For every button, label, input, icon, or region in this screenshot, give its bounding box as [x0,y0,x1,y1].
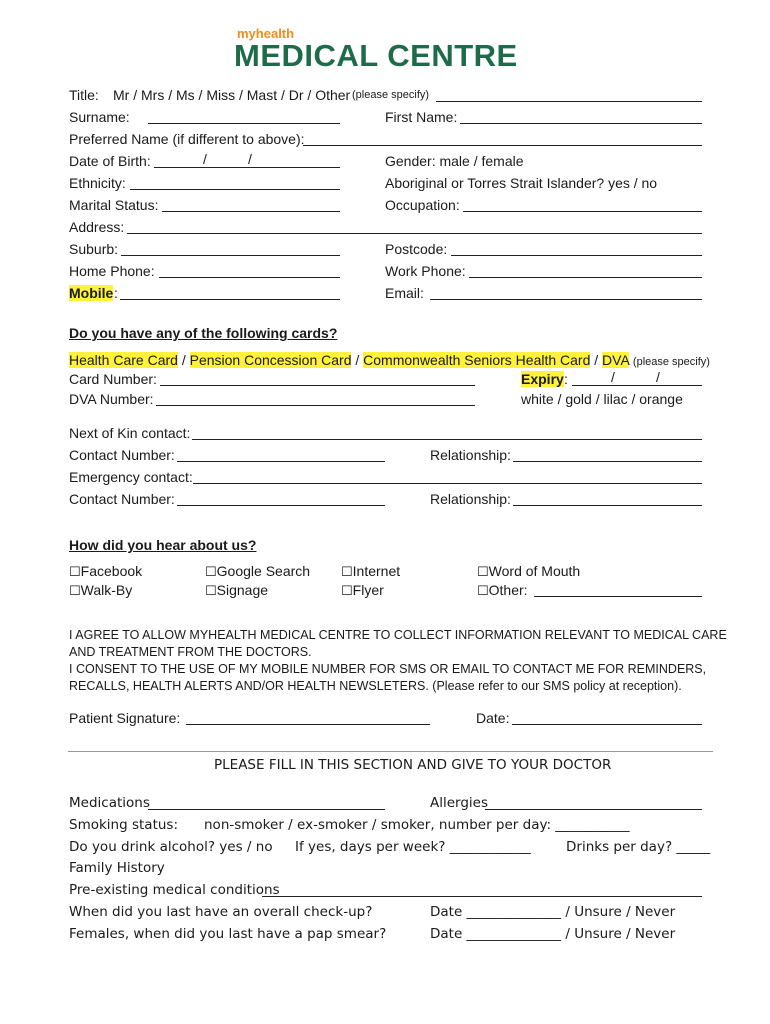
alcohol-days[interactable]: If yes, days per week? ____________ [295,839,531,855]
checkup-date[interactable]: Date ______________ / Unsure / Never [430,904,676,920]
card-number-label: Card Number: [69,371,157,387]
option-signage[interactable] [205,582,268,599]
emergency-relationship-field[interactable] [513,505,702,506]
work-phone-field[interactable] [469,277,702,278]
expiry-field[interactable] [572,385,702,386]
allergies-label: Allergies [430,795,489,811]
medications-label: Medications [69,795,150,811]
dva-number-field[interactable] [156,405,475,406]
checkbox-icon[interactable]: ☐ [69,565,81,580]
kin-relationship-field[interactable] [513,461,702,462]
postcode-label: Postcode: [385,241,448,257]
option-google-search[interactable] [205,563,310,580]
option-other[interactable] [477,582,528,599]
seniors-card[interactable]: Commonwealth Seniors Health Card [363,352,591,368]
preexisting-field[interactable] [262,896,702,897]
card-separator: / [181,352,186,368]
preferred-name-field[interactable] [303,145,702,146]
marital-label: Marital Status: [69,197,159,213]
allergies-field[interactable] [485,809,702,810]
medications-field[interactable] [148,809,385,810]
signature-date-field[interactable] [512,724,702,725]
expiry-label: Expiry [521,371,564,387]
kin-contact-number-field[interactable] [177,461,385,462]
dob-field[interactable] [154,167,340,168]
dob-separator: / [203,151,207,167]
pap-date[interactable]: Date ______________ / Unsure / Never [430,926,676,942]
home-phone-label: Home Phone: [69,263,155,279]
option-word-of-mouth[interactable] [477,563,580,580]
dva-card[interactable]: DVA [602,352,630,368]
title-label: Title: [69,87,99,103]
occupation-field[interactable] [463,211,702,212]
marital-field[interactable] [162,211,340,212]
gender-label[interactable]: Gender: male / female [385,153,524,169]
logo-myhealth: myhealth [237,26,295,41]
postcode-field[interactable] [451,255,702,256]
work-phone-label: Work Phone: [385,263,466,279]
dva-number-label: DVA Number: [69,391,154,407]
expiry-separator: / [611,369,615,385]
health-care-card[interactable]: Health Care Card [69,352,178,368]
suburb-field[interactable] [121,255,340,256]
dob-separator: / [248,151,252,167]
option-walk-by[interactable] [69,582,132,599]
checkbox-icon[interactable]: ☐ [477,565,489,580]
option-label: Flyer [352,582,384,598]
kin-relationship-label: Relationship: [430,447,511,463]
option-label: Facebook [80,563,143,579]
card-number-field[interactable] [160,385,475,386]
next-of-kin-field[interactable] [192,439,702,440]
suburb-label: Suburb: [69,241,119,257]
email-field[interactable] [430,299,702,300]
option-label: Walk-By [80,582,133,598]
card-separator: / [594,352,599,368]
option-label: Signage [216,582,269,598]
emergency-contact-number-field[interactable] [177,505,385,506]
home-phone-field[interactable] [159,277,340,278]
occupation-label: Occupation: [385,197,460,213]
mobile-field[interactable] [120,299,340,300]
logo-medical-centre: MEDICAL CENTRE [234,38,518,73]
signature-date-label: Date: [476,710,510,726]
cards-heading: Do you have any of the following cards? [69,325,338,341]
ethnicity-label: Ethnicity: [69,175,126,191]
cards-hint: (please specify) [632,356,710,368]
preexisting-label: Pre-existing medical conditions [69,882,280,898]
title-options: Mr / Mrs / Ms / Miss / Mast / Dr / Other [113,87,351,103]
first-name-field[interactable] [460,123,702,124]
preferred-name-label: Preferred Name (if different to above): [69,131,305,147]
expiry-separator: / [656,369,660,385]
hear-heading: How did you hear about us? [69,537,257,553]
card-separator: / [355,352,360,368]
checkbox-icon[interactable]: ☐ [341,565,353,580]
mobile-label: Mobile [69,285,114,301]
option-label: Other: [488,582,528,598]
option-facebook[interactable] [69,563,142,580]
option-label: Word of Mouth [488,563,581,579]
surname-field[interactable] [148,123,340,124]
expiry-colon: : [564,371,568,387]
alcohol-question[interactable]: Do you drink alcohol? yes / no [69,839,273,855]
checkbox-icon[interactable]: ☐ [477,584,489,599]
signature-label: Patient Signature: [69,710,181,726]
address-field[interactable] [127,233,702,234]
dva-colors[interactable]: white / gold / lilac / orange [521,391,683,407]
consent-sms: I CONSENT TO THE USE OF MY MOBILE NUMBER FOR SMS OR EMAIL TO CONTACT ME FOR REMINDERS, RECALLS, HEALTH ALERTS AND/OR HEALTH NEWSLETERS. (Please refer to our SMS policy at reception). [69,662,707,693]
checkbox-icon[interactable]: ☐ [205,565,217,580]
emergency-contact-number-label: Contact Number: [69,491,175,507]
family-history-label: Family History [69,860,165,876]
smoking-label: Smoking status: [69,817,178,833]
title-hint: (please specify) [352,89,430,101]
doctor-section-heading: PLEASE FILL IN THIS SECTION AND GIVE TO YOUR DOCTOR [214,757,612,773]
pap-question: Females, when did you last have a pap smear? [69,926,387,942]
mobile-colon: : [114,285,118,301]
kin-contact-number-label: Contact Number: [69,447,175,463]
checkbox-icon[interactable]: ☐ [341,584,353,599]
checkbox-icon[interactable]: ☐ [69,584,81,599]
consent-collect: I AGREE TO ALLOW MYHEALTH MEDICAL CENTRE TO COLLECT INFORMATION RELEVANT TO MEDICAL CARE AND TREATMENT FROM THE DOCTORS. [69,628,727,659]
option-flyer[interactable] [341,582,384,599]
surname-label: Surname: [69,109,130,125]
address-label: Address: [69,219,125,235]
option-internet[interactable] [341,563,400,580]
other-field[interactable] [534,596,702,597]
section-divider [68,751,713,752]
emergency-contact-field[interactable] [193,483,702,484]
alcohol-drinks[interactable]: Drinks per day? _____ [566,839,711,855]
signature-field[interactable] [186,724,430,725]
next-of-kin-label: Next of Kin contact: [69,425,191,441]
card-types [69,352,710,368]
emergency-contact-label: Emergency contact: [69,469,193,485]
title-other-field[interactable] [436,101,702,102]
option-label: Google Search [216,563,311,579]
option-label: Internet [352,563,401,579]
aboriginal-question[interactable]: Aboriginal or Torres Strait Islander? yes / no [385,175,658,191]
checkbox-icon[interactable]: ☐ [205,584,217,599]
checkup-question: When did you last have an overall check-up? [69,904,373,920]
smoking-options[interactable]: non-smoker / ex-smoker / smoker, number per day: ___________ [204,817,630,833]
ethnicity-field[interactable] [130,189,340,190]
first-name-label: First Name: [385,109,458,125]
pension-card[interactable]: Pension Concession Card [189,352,352,368]
email-label: Email: [385,285,424,301]
emergency-relationship-label: Relationship: [430,491,511,507]
dob-label: Date of Birth: [69,153,151,169]
